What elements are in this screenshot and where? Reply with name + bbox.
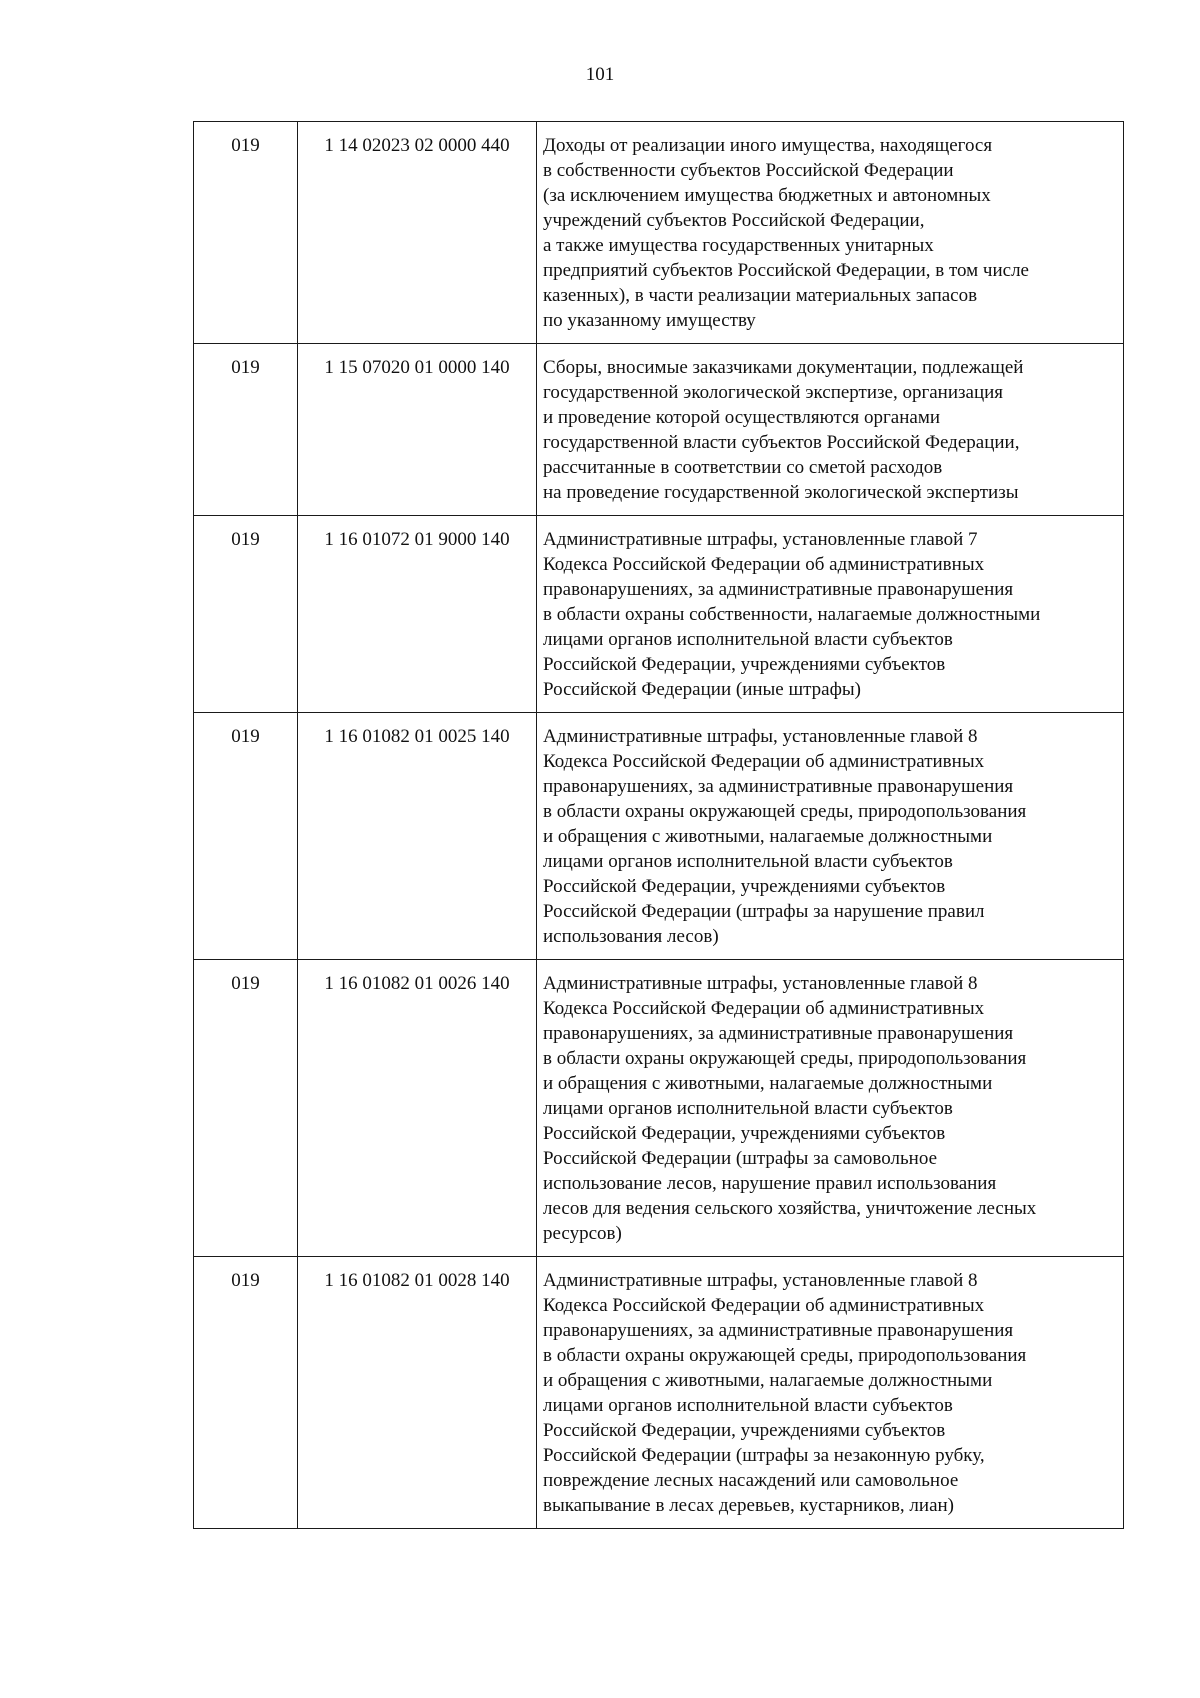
description-line: на проведение государственной экологической экспертизы [543, 482, 1019, 503]
description-line: правонарушениях, за административные правонарушения [543, 1320, 1014, 1341]
description-line: в области охраны собственности, налагаемые должностными [543, 604, 1041, 625]
description-line: по указанному имуществу [543, 310, 756, 331]
table-row [194, 960, 1124, 1257]
budget-classification-code-cell: 1 16 01082 01 0028 140 [298, 1257, 537, 1529]
description-line: лицами органов исполнительной власти субъектов [543, 629, 953, 650]
revenue-description-cell [537, 713, 1124, 960]
revenue-description-cell [537, 1257, 1124, 1529]
revenue-description-cell [537, 960, 1124, 1257]
description-line: в области охраны окружающей среды, природопользования [543, 801, 1027, 822]
description-line: Российской Федерации (штрафы за незаконную рубку, [543, 1445, 985, 1466]
description-line: государственной власти субъектов Российской Федерации, [543, 432, 1020, 453]
description-line: лицами органов исполнительной власти субъектов [543, 1395, 953, 1416]
description-line: Кодекса Российской Федерации об административных [543, 751, 985, 772]
revenue-description-cell [537, 516, 1124, 713]
description-line: лицами органов исполнительной власти субъектов [543, 851, 953, 872]
revenue-description-cell [537, 344, 1124, 516]
budget-classification-code-cell: 1 16 01082 01 0025 140 [298, 713, 537, 960]
description-line: и обращения с животными, налагаемые должностными [543, 1370, 993, 1391]
table-row [194, 713, 1124, 960]
description-line: Российской Федерации (штрафы за самовольное [543, 1148, 937, 1169]
revenue-codes-table [193, 121, 1124, 1529]
description-line: выкапывание в лесах деревьев, кустарников, лиан) [543, 1495, 955, 1516]
description-line: в области охраны окружающей среды, природопользования [543, 1345, 1027, 1366]
budget-classification-code-cell: 1 16 01072 01 9000 140 [298, 516, 537, 713]
description-line: рассчитанные в соответствии со сметой расходов [543, 457, 943, 478]
admin-code-cell: 019 [194, 344, 298, 516]
description-line: Российской Федерации, учреждениями субъектов [543, 876, 946, 897]
description-line: Российской Федерации, учреждениями субъектов [543, 1123, 946, 1144]
table-row [194, 344, 1124, 516]
budget-classification-code-cell: 1 16 01082 01 0026 140 [298, 960, 537, 1257]
description-line: ресурсов) [543, 1223, 622, 1244]
admin-code-cell: 019 [194, 960, 298, 1257]
table-body [194, 122, 1124, 1529]
admin-code-cell: 019 [194, 122, 298, 344]
description-line: Российской Федерации (иные штрафы) [543, 679, 861, 700]
description-line: лицами органов исполнительной власти субъектов [543, 1098, 953, 1119]
description-line: Кодекса Российской Федерации об административных [543, 998, 985, 1019]
description-line: использование лесов, нарушение правил использования [543, 1173, 997, 1194]
description-line: использования лесов) [543, 926, 719, 947]
budget-classification-code-cell: 1 15 07020 01 0000 140 [298, 344, 537, 516]
description-line: (за исключением имущества бюджетных и автономных [543, 185, 991, 206]
description-line: Административные штрафы, установленные главой 7 [543, 529, 978, 550]
page-number: 101 [585, 64, 615, 85]
admin-code-cell: 019 [194, 1257, 298, 1529]
description-line: и проведение которой осуществляются органами [543, 407, 941, 428]
table-row [194, 1257, 1124, 1529]
description-line: учреждений субъектов Российской Федерации, [543, 210, 925, 231]
description-line: правонарушениях, за административные правонарушения [543, 776, 1014, 797]
description-line: Российской Федерации, учреждениями субъектов [543, 1420, 946, 1441]
table-row [194, 516, 1124, 713]
description-line: Кодекса Российской Федерации об административных [543, 554, 985, 575]
description-line: Сборы, вносимые заказчиками документации, подлежащей [543, 357, 1024, 378]
description-line: и обращения с животными, налагаемые должностными [543, 1073, 993, 1094]
description-line: Административные штрафы, установленные главой 8 [543, 1270, 978, 1291]
description-line: а также имущества государственных унитарных [543, 235, 934, 256]
description-line: Административные штрафы, установленные главой 8 [543, 726, 978, 747]
description-line: лесов для ведения сельского хозяйства, уничтожение лесных [543, 1198, 1037, 1219]
description-line: в собственности субъектов Российской Федерации [543, 160, 954, 181]
description-line: казенных), в части реализации материальных запасов [543, 285, 978, 306]
table-row [194, 122, 1124, 344]
description-line: Кодекса Российской Федерации об административных [543, 1295, 985, 1316]
budget-classification-code-cell: 1 14 02023 02 0000 440 [298, 122, 537, 344]
description-line: Административные штрафы, установленные главой 8 [543, 973, 978, 994]
description-line: государственной экологической экспертизе, организация [543, 382, 1004, 403]
description-line: повреждение лесных насаждений или самовольное [543, 1470, 959, 1491]
admin-code-cell: 019 [194, 713, 298, 960]
admin-code-cell: 019 [194, 516, 298, 713]
description-line: в области охраны окружающей среды, природопользования [543, 1048, 1027, 1069]
description-line: Российской Федерации (штрафы за нарушение правил [543, 901, 985, 922]
description-line: и обращения с животными, налагаемые должностными [543, 826, 993, 847]
description-line: правонарушениях, за административные правонарушения [543, 579, 1014, 600]
revenue-description-cell [537, 122, 1124, 344]
description-line: Российской Федерации, учреждениями субъектов [543, 654, 946, 675]
description-line: Доходы от реализации иного имущества, находящегося [543, 135, 993, 156]
description-line: правонарушениях, за административные правонарушения [543, 1023, 1014, 1044]
description-line: предприятий субъектов Российской Федерации, в том числе [543, 260, 1029, 281]
